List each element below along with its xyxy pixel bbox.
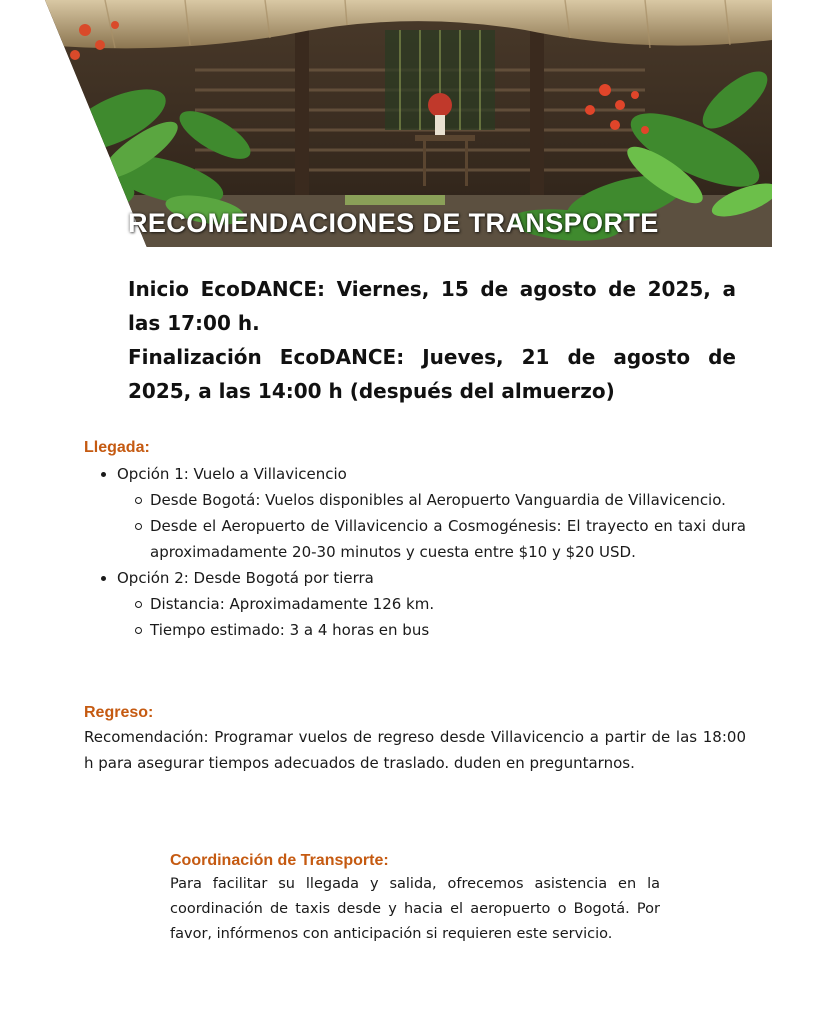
start-date: Inicio EcoDANCE: Viernes, 15 de agosto de 2025, a las 17:00 h. bbox=[128, 277, 736, 335]
return-section bbox=[84, 704, 746, 776]
circle-bullet-icon bbox=[135, 497, 142, 504]
page-title: RECOMENDACIONES DE TRANSPORTE bbox=[128, 208, 659, 238]
bullet-icon bbox=[101, 576, 106, 581]
option-2-item-2: Tiempo estimado: 3 a 4 horas en bus bbox=[150, 621, 430, 639]
list-item bbox=[84, 617, 746, 643]
arrival-section bbox=[84, 439, 746, 643]
coordination-heading: Coordinación de Transporte: bbox=[170, 852, 389, 869]
arrival-heading: Llegada: bbox=[84, 439, 150, 456]
bullet-icon bbox=[101, 472, 106, 477]
option-1-label: Opción 1: Vuelo a Villavicencio bbox=[117, 465, 347, 483]
circle-bullet-icon bbox=[135, 601, 142, 608]
return-text: Recomendación: Programar vuelos de regreso desde Villavicencio a partir de las 18:00 h para asegurar tiempos adecuados de traslado. duden en preguntarnos. bbox=[84, 728, 746, 772]
circle-bullet-icon bbox=[135, 523, 142, 530]
option-2 bbox=[84, 565, 746, 591]
list-item bbox=[84, 487, 746, 513]
arrival-options bbox=[84, 461, 746, 643]
option-1-item-1: Desde Bogotá: Vuelos disponibles al Aeropuerto Vanguardia de Villavicencio. bbox=[150, 491, 726, 509]
coordination-section bbox=[170, 852, 660, 947]
option-1-item-2: Desde el Aeropuerto de Villavicencio a Cosmogénesis: El trayecto en taxi dura aproximadamente 20-30 minutos y cuesta entre $10 y $20 USD. bbox=[150, 517, 746, 561]
coordination-text: Para facilitar su llegada y salida, ofrecemos asistencia en la coordinación de taxis desde y hacia el aeropuerto o Bogotá. Por favor, infórmenos con anticipación si requieren este servicio. bbox=[170, 876, 660, 942]
list-item bbox=[84, 591, 746, 617]
option-2-item-1: Distancia: Aproximadamente 126 km. bbox=[150, 595, 435, 613]
event-dates bbox=[128, 272, 736, 408]
option-2-label: Opción 2: Desde Bogotá por tierra bbox=[117, 569, 374, 587]
return-heading: Regreso: bbox=[84, 704, 154, 721]
end-date: Finalización EcoDANCE: Jueves, 21 de agosto de 2025, a las 14:00 h (después del almuerzo) bbox=[128, 345, 736, 403]
option-1 bbox=[84, 461, 746, 487]
list-item bbox=[84, 513, 746, 565]
circle-bullet-icon bbox=[135, 627, 142, 634]
